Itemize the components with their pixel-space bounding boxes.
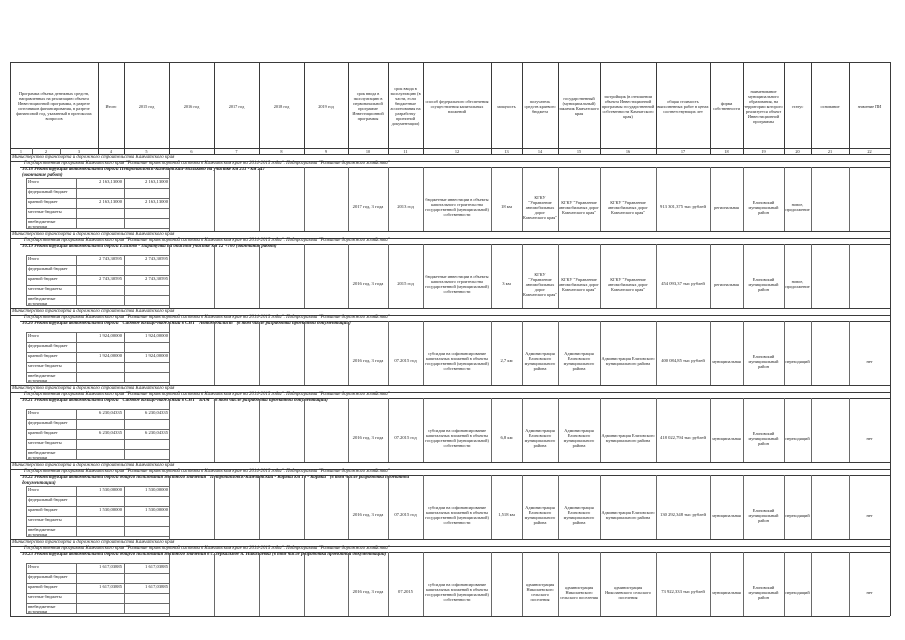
method-cell: бюджетные инвестиции в объекты капитального строительства государственной (муниципальной) собственности (425, 274, 489, 294)
grid-line (259, 321, 260, 385)
grid-line (169, 321, 170, 385)
grid-line (10, 462, 11, 539)
grid-line (169, 398, 170, 462)
basis-cell (812, 336, 848, 386)
power-cell: 18 км (501, 204, 512, 210)
source-label: федеральный бюджет (28, 573, 68, 579)
grid-line (10, 539, 11, 616)
program-title: Государственная программа Камчатского края "Развитие транспортной системы в Камчатском крае на 2014-2015 годы". Подпрограмма "Развитие дорожного хозяйства" (24, 314, 390, 320)
vvod-cell: 07.2015 (398, 589, 413, 595)
source-label: Итого (28, 255, 39, 261)
method-cell: субсидии на софинансирование капитальных вложений в объекты государственной (муниципальной) собственности (425, 428, 489, 448)
term-cell: 2016 год, 3 года (352, 435, 384, 441)
source-label: внебюджетные источники (28, 603, 56, 614)
source-label: Итого (28, 178, 39, 184)
grid-line (890, 462, 891, 539)
source-label: краевой бюджет (28, 583, 58, 589)
grid-line (26, 305, 169, 306)
grid-line (890, 385, 891, 462)
source-label: федеральный бюджет (28, 342, 68, 348)
program-title: Государственная программа Камчатского края "Развитие транспортной системы в Камчатском крае на 2014-2015 годы". Подпрограмма "Развитие дорожного хозяйства" (24, 237, 390, 243)
column-number: 11 (403, 148, 408, 154)
mo-cell: Елизовский муниципальный район (748, 199, 779, 215)
year-2015-value: 2 163,13000 (145, 179, 168, 184)
year-2015-value: 1 924,00000 (145, 353, 168, 358)
grid-line (304, 398, 305, 462)
source-label: местные бюджеты (28, 439, 62, 445)
column-header: 2017 год (228, 103, 245, 109)
vvod-cell: 2015 год (397, 281, 414, 287)
grid-line (10, 385, 11, 462)
mo-cell: Елизовский муниципальный район (748, 430, 779, 446)
grid-line (10, 308, 11, 385)
source-label: федеральный бюджет (28, 496, 68, 502)
builder-cell: администрация Николаевского сельского поселения (605, 584, 651, 600)
column-number: 21 (827, 148, 833, 154)
grid-line (890, 231, 891, 308)
grid-line (259, 398, 260, 462)
power-cell: 2,7 км (500, 358, 513, 364)
ministry-title: Министерство транспорта и дорожного строительства Камчатского края (12, 231, 175, 237)
grid-line (26, 178, 27, 228)
grid-line (26, 486, 27, 536)
grid-line (304, 244, 305, 308)
source-label: краевой бюджет (28, 506, 58, 512)
grid-line (26, 382, 169, 383)
grid-line (259, 244, 260, 308)
source-label: местные бюджеты (28, 593, 62, 599)
program-title: Государственная программа Камчатского края "Развитие транспортной системы в Камчатском крае на 2014-2015 годы". Подпрограмма "Развитие дорожного хозяйства" (24, 391, 390, 397)
column-number: 13 (504, 148, 509, 154)
column-header: статус (791, 103, 804, 109)
form-cell: муниципальная (712, 589, 741, 595)
basis-cell (812, 567, 848, 617)
total-value: 1 617,03885 (99, 584, 122, 589)
year-2015-value: 1 530,00000 (145, 507, 168, 512)
column-header: общая стоимость выполненных работ в ценах соответствующих лет (657, 98, 709, 114)
column-header: Программа объема денежных средств, направленных на реализацию объекта Инвестиционной программы, в разрезе источников финансирования, в разрезе финансовой год, указанный в протоколах вопросов (16, 91, 92, 121)
column-number: 22 (867, 148, 872, 154)
term-cell: 2017 год, 3 года (352, 204, 384, 210)
object-title: 10.23 Реконструкция автомобильной дороги общего пользования местного значения в с. Зеркальное п. Николаевка (в том числе разработка проектной документации) (22, 552, 387, 557)
customer-cell: Администрация Елизовского муниципального района (563, 351, 595, 371)
total-value: 1 530,00000 (99, 507, 122, 512)
power-cell (492, 567, 521, 617)
grid-line (26, 563, 27, 613)
source-label: внебюджетные источники (28, 218, 56, 229)
total-value: 1 617,03885 (99, 564, 122, 569)
status-cell: переходящий (785, 358, 810, 364)
source-label: федеральный бюджет (28, 188, 68, 194)
year-2015-value: 1 924,00000 (145, 333, 168, 338)
customer-cell: Администрация Елизовского муниципального района (563, 428, 595, 448)
grid-line (32, 148, 33, 154)
column-number: 17 (680, 148, 686, 154)
builder-cell: Администрация Елизовского муниципального района (601, 510, 655, 520)
vvod-cell: 2013 год (397, 204, 414, 210)
grid-line (259, 167, 260, 231)
column-number: 7 (235, 148, 238, 154)
column-header: 2019 год (318, 103, 334, 109)
grid-line (304, 552, 305, 616)
total-value: 6 230,04335 (99, 410, 122, 415)
column-header: способ федерального обеспечения осуществления капитальных вложений (425, 98, 489, 114)
year-2015-value: 6 230,04335 (145, 410, 168, 415)
year-2015-value: 6 230,04335 (145, 430, 168, 435)
status-cell: переходящий (785, 512, 810, 518)
builder-cell: Администрация Елизовского муниципального района (601, 433, 655, 443)
grid-line (169, 167, 170, 231)
cost-cell: 130 292,348 тыс рублей (660, 512, 706, 518)
form-cell: муниципальная (712, 435, 741, 441)
year-2015-value: 2 743,30595 (145, 256, 168, 261)
recipient-cell: Администрация Елизовского муниципального района (524, 351, 556, 371)
term-cell: 2016 год, 3 года (352, 512, 384, 518)
column-header: срок ввода в эксплуатацию (в части, если бюджетные ассигнования на разработку проектной документации) (390, 86, 421, 126)
source-label: внебюджетные источники (28, 295, 56, 306)
source-label: местные бюджеты (28, 208, 62, 214)
total-value: 2 743,30595 (99, 256, 122, 261)
column-header: Итого (105, 103, 117, 109)
source-label: внебюджетные источники (28, 449, 56, 460)
total-value: 1 530,00000 (99, 487, 122, 492)
value-cell (850, 259, 889, 309)
grid-line (890, 62, 891, 154)
grid-line (259, 552, 260, 616)
form-cell: муниципальная (712, 358, 741, 364)
method-cell: субсидии на софинансирование капитальных вложений в объекты государственной (муниципальной) собственности (425, 505, 489, 525)
program-title: Государственная программа Камчатского края "Развитие транспортной системы в Камчатском крае на 2014-2015 годы". Подпрограмма "Развитие дорожного хозяйства" (24, 468, 390, 474)
source-label: Итого (28, 332, 39, 338)
power-cell: 3 км (502, 281, 511, 287)
year-2015-value: 1 617,03885 (145, 584, 168, 589)
term-cell: 2016 год, 3 года (352, 281, 384, 287)
grid-line (26, 255, 27, 305)
basis-cell (812, 182, 848, 232)
power-cell: 6,8 км (500, 435, 513, 441)
grid-line (304, 321, 305, 385)
column-header: основание (820, 103, 840, 109)
ministry-title: Министерство транспорта и дорожного строительства Камчатского края (12, 385, 175, 391)
object-title: 10.18 Реконструкция автомобильной дороги Петропавловск-Камчатский-Мильково на участке км 211 - км 247 (окончание работ) (22, 167, 265, 178)
customer-cell: КГКУ "Управление автомобильных дорог Камчатского края" (559, 199, 599, 215)
source-label: федеральный бюджет (28, 419, 68, 425)
total-value: 2 163,13000 (99, 199, 122, 204)
recipient-cell: Администрация Елизовского муниципального района (524, 505, 556, 525)
status-cell: переходящий (785, 589, 810, 595)
grid-line (60, 148, 61, 154)
customer-cell: КГКУ "Управление автомобильных дорог Камчатского края" (559, 276, 599, 292)
mo-cell: Елизовский муниципальный район (748, 276, 779, 292)
term-cell: 2016 год, 3 года (352, 589, 384, 595)
object-title: 10.22 Реконструкция автомобильной дороги общего пользования местного значения "Петропавловск-Камчатский - Коряки км 16 - Коряки" (в том числе разработка проектной документации) (22, 475, 410, 486)
grid-line (214, 321, 215, 385)
form-cell: муниципальная (712, 512, 741, 518)
column-number: 16 (625, 148, 631, 154)
grid-line (26, 332, 27, 382)
year-2015-value: 2 163,13000 (145, 199, 168, 204)
ministry-title: Министерство транспорта и дорожного строительства Камчатского края (12, 539, 175, 545)
total-value: 2 743,30595 (99, 276, 122, 281)
year-2015-value: 2 743,30595 (145, 276, 168, 281)
ministry-title: Министерство транспорта и дорожного строительства Камчатского края (12, 308, 175, 314)
basis-cell (812, 259, 848, 309)
value-cell: нет (866, 435, 873, 441)
vvod-cell: 07.2015 год (394, 358, 417, 364)
grid-line (26, 613, 169, 614)
method-cell: бюджетные инвестиции в объекты капитального строительства государственной (муниципальной) собственности (425, 197, 489, 217)
program-title: Государственная программа Камчатского края "Развитие транспортной системы в Камчатском крае на 2014-2015 годы". Подпрограмма "Развитие дорожного хозяйства" (24, 545, 390, 551)
column-number: 20 (795, 148, 800, 154)
basis-cell (812, 413, 848, 463)
column-header: получатель средств краевого бюджета (524, 98, 556, 114)
column-number: 18 (724, 148, 729, 154)
mo-cell: Елизовский муниципальный район (748, 584, 779, 600)
builder-cell: КГКУ "Управление автомобильных дорог Камчатского края" (608, 276, 648, 292)
grid-line (214, 475, 215, 539)
mo-cell: Елизовский муниципальный район (748, 507, 779, 523)
ministry-title: Министерство транспорта и дорожного строительства Камчатского края (12, 154, 175, 160)
column-header: 2015 год (138, 103, 155, 109)
column-number: 4 (109, 148, 113, 154)
column-number: 15 (576, 148, 582, 154)
program-title: Государственная программа Камчатского края "Развитие транспортной системы в Камчатском крае на 2014-2015 годы". Подпрограмма "Развитие дорожного хозяйства" (24, 160, 390, 166)
grid-line (10, 154, 11, 231)
method-cell: субсидии на софинансирование капитальных вложений в объекты государственной (муниципальной) собственности (425, 582, 489, 602)
source-label: краевой бюджет (28, 198, 58, 204)
grid-line (890, 308, 891, 385)
status-cell: новое, продолжение (785, 202, 810, 212)
grid-line (10, 231, 11, 308)
column-header: застройщик (в отношении объекта Инвестиционной программы государственной собственности Камчатского края) (601, 93, 655, 119)
column-header: наименование муниципального образования, на территории которого реализуется объект Инвестиционной программы (744, 88, 783, 124)
total-value: 2 163,13000 (99, 179, 122, 184)
recipient-cell: администрация Николаевского сельского поселения (525, 582, 555, 602)
value-cell (850, 182, 889, 232)
column-number: 12 (454, 148, 460, 154)
method-cell: субсидии на софинансирование капитальных вложений в объекты государственной (муниципальной) собственности (425, 351, 489, 371)
status-cell: новое, продолжение (785, 279, 810, 289)
form-cell: региональная (714, 281, 739, 287)
column-header: 2018 год (273, 103, 290, 109)
form-cell: региональная (714, 204, 739, 210)
column-number: 8 (280, 148, 283, 154)
grid-line (304, 475, 305, 539)
total-value: 1 924,00000 (99, 353, 122, 358)
year-2015-value: 1 617,03885 (145, 564, 168, 569)
grid-line (214, 398, 215, 462)
grid-line (259, 475, 260, 539)
grid-line (26, 459, 169, 460)
grid-line (890, 539, 891, 616)
column-header: государственный (муниципальный) заказчик Камчатского края (559, 96, 599, 116)
cost-cell: 913 301,375 тыс рублей (660, 204, 706, 210)
recipient-cell: КГКУ "Управление автомобильных дорог Камчатского края" (523, 271, 557, 297)
grid-line (169, 475, 170, 539)
column-number: 14 (537, 148, 543, 154)
grid-line (214, 244, 215, 308)
mo-cell: Елизовский муниципальный район (748, 353, 779, 369)
source-label: краевой бюджет (28, 352, 58, 358)
value-cell: нет (866, 358, 873, 364)
grid-line (10, 616, 890, 617)
object-title: 10.21 Реконструкция автомобильной дороги "Садовое кольцо-надёжный в СНТ "БАМ" (в том числе разработка проектной документации) (22, 398, 328, 403)
total-value: 1 924,00000 (99, 333, 122, 338)
column-header: форма собственности (713, 101, 740, 111)
recipient-cell: КГКУ "Управление автомобильных дорог Камчатского края" (523, 194, 557, 220)
source-label: местные бюджеты (28, 362, 62, 368)
source-label: внебюджетные источники (28, 372, 56, 383)
source-label: Итого (28, 409, 39, 415)
cost-cell: 73 922,333 тыс рублей (661, 589, 705, 595)
column-header: срок ввода в эксплуатацию в первоначальной программе Инвестиционной программы (352, 91, 384, 121)
ministry-title: Министерство транспорта и дорожного строительства Камчатского края (12, 462, 175, 468)
column-number: 5 (145, 148, 148, 154)
grid-line (26, 228, 169, 229)
source-label: федеральный бюджет (28, 265, 68, 271)
grid-line (169, 552, 170, 616)
customer-cell: Администрация Елизовского муниципального района (563, 505, 595, 525)
grid-line (890, 154, 891, 231)
source-label: Итого (28, 486, 39, 492)
grid-line (10, 62, 890, 63)
basis-cell (812, 490, 848, 540)
source-label: краевой бюджет (28, 429, 58, 435)
source-label: Итого (28, 563, 39, 569)
total-value: 6 230,04335 (99, 430, 122, 435)
column-number: 19 (761, 148, 766, 154)
grid-line (304, 167, 305, 231)
cost-cell: 454 093,37 тыс рублей (661, 281, 705, 287)
grid-line (26, 409, 27, 459)
grid-line (26, 536, 169, 537)
cost-cell: 418 022,794 тыс рублей (660, 435, 706, 441)
budget-table (10, 62, 890, 618)
grid-line (214, 552, 215, 616)
status-cell: переходящий (785, 435, 810, 441)
term-cell: 2016 год, 3 года (352, 358, 384, 364)
value-cell: нет (866, 512, 873, 518)
column-number: 1 (19, 148, 23, 154)
recipient-cell: Администрация Елизовского муниципального района (524, 428, 556, 448)
vvod-cell: 07.2015 год (394, 512, 417, 518)
source-label: внебюджетные источники (28, 526, 56, 537)
column-header: значение ПИ (857, 103, 882, 109)
object-title: 10.20 Реконструкция автомобильной дороги "Садовое кольцо-надёжный в СНТ "Автомобилист" (в том числе разработка проектной документации) (22, 321, 351, 326)
customer-cell: администрация Николаевского сельского поселения (560, 584, 598, 600)
source-label: краевой бюджет (28, 275, 58, 281)
column-header: мощность (497, 103, 516, 109)
grid-line (214, 167, 215, 231)
year-2015-value: 1 530,00000 (145, 487, 168, 492)
column-number: 3 (77, 148, 81, 154)
object-title: 10.19 Реконструкция автомобильной дороги Елизово - Паратунка на опасном участке км 12 +700 (окончание работ) (22, 244, 277, 249)
value-cell: нет (866, 589, 873, 595)
column-number: 9 (324, 148, 328, 154)
column-number: 6 (190, 148, 193, 154)
cost-cell: 400 084,85 тыс рублей (661, 358, 705, 364)
builder-cell: КГКУ "Управление автомобильных дорог Камчатского края" (608, 199, 648, 215)
grid-line (169, 244, 170, 308)
column-header: 2016 год (183, 103, 200, 109)
builder-cell: Администрация Елизовского муниципального района (601, 356, 655, 366)
source-label: местные бюджеты (28, 285, 62, 291)
vvod-cell: 07.2015 год (394, 435, 417, 441)
power-cell: 1,518 км (498, 512, 515, 518)
column-number: 2 (44, 148, 48, 154)
column-number: 10 (365, 148, 371, 154)
source-label: местные бюджеты (28, 516, 62, 522)
